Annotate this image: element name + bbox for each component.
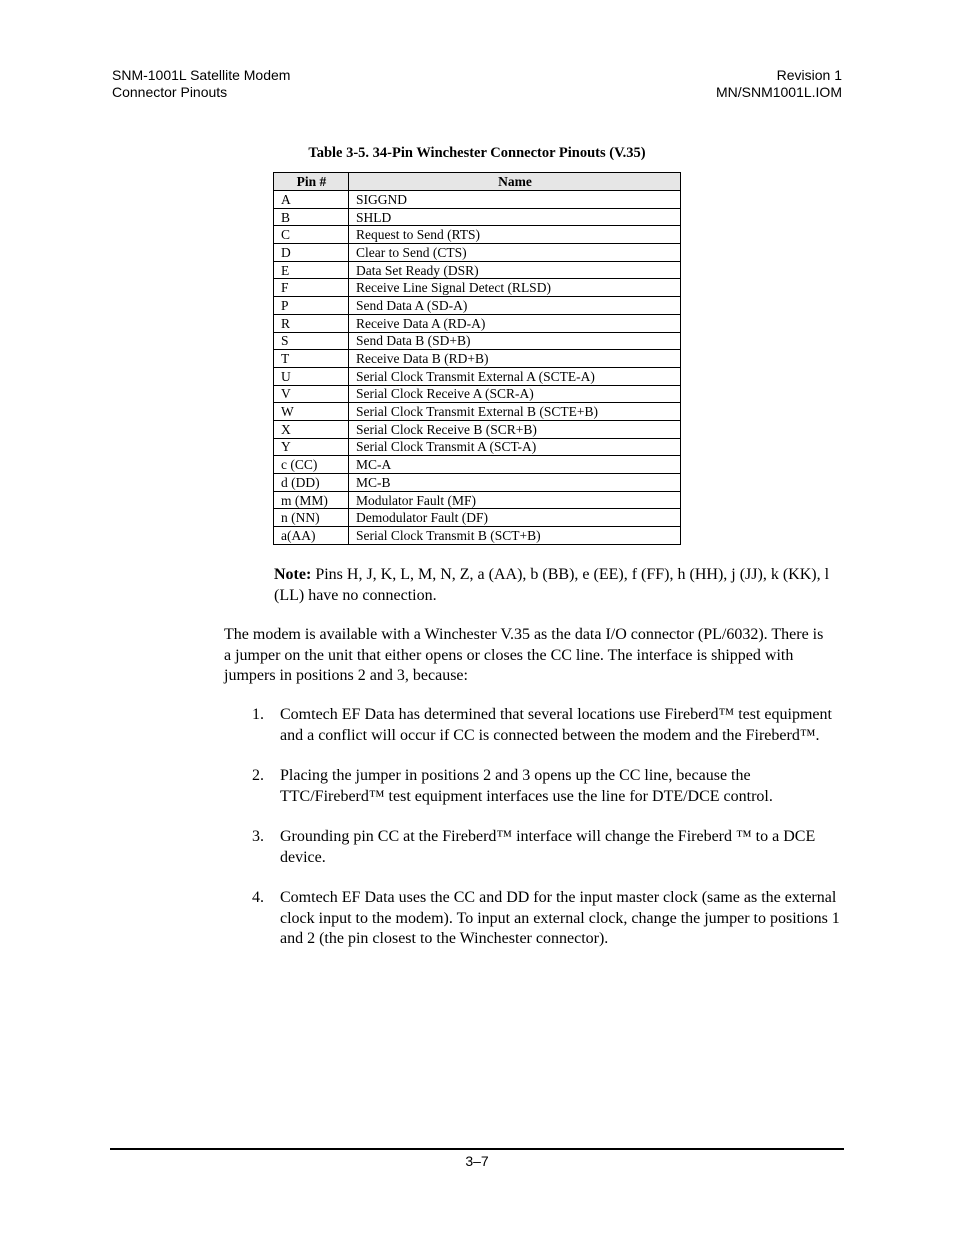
list-item	[250, 827, 840, 868]
pin-cell: F	[274, 279, 349, 297]
table-row	[274, 297, 681, 315]
signal-name-cell: MC-B	[349, 474, 681, 492]
pin-cell: D	[274, 244, 349, 262]
section-title: Connector Pinouts	[112, 83, 228, 100]
signal-name-cell: Serial Clock Transmit External A (SCTE-A)	[349, 367, 681, 385]
revision-label: Revision 1	[776, 67, 842, 83]
signal-name-cell: Serial Clock Transmit A (SCT-A)	[349, 438, 681, 456]
signal-name-cell: Serial Clock Transmit B (SCT+B)	[349, 527, 681, 545]
signal-name-cell: Receive Data B (RD+B)	[349, 350, 681, 368]
pin-cell: n (NN)	[274, 509, 349, 527]
pin-cell: A	[274, 191, 349, 209]
signal-name-cell: Serial Clock Transmit External B (SCTE+B)	[349, 403, 681, 421]
table-row	[274, 438, 681, 456]
list-item	[250, 705, 840, 746]
pin-cell: T	[274, 350, 349, 368]
signal-name-cell: Receive Line Signal Detect (RLSD)	[349, 279, 681, 297]
table-row	[274, 491, 681, 509]
page-header-left	[112, 67, 290, 100]
numbered-list	[250, 705, 840, 970]
pin-cell: W	[274, 403, 349, 421]
pin-cell: B	[274, 208, 349, 226]
signal-name-cell: Demodulator Fault (DF)	[349, 509, 681, 527]
table-row	[274, 403, 681, 421]
pin-cell: U	[274, 367, 349, 385]
page-header-right	[716, 67, 842, 100]
table-row	[274, 509, 681, 527]
list-item-number: 3.	[252, 828, 264, 845]
table-row	[274, 226, 681, 244]
table-row	[274, 332, 681, 350]
table-row	[274, 420, 681, 438]
table-caption: Table 3-5. 34-Pin Winchester Connector Pinouts (V.35)	[308, 145, 646, 161]
pin-cell: C	[274, 226, 349, 244]
signal-name-cell: Serial Clock Receive B (SCR+B)	[349, 420, 681, 438]
table-header-row	[274, 173, 681, 191]
pinout-table	[273, 172, 681, 545]
pin-cell: m (MM)	[274, 491, 349, 509]
list-item	[250, 766, 840, 807]
pin-cell: V	[274, 385, 349, 403]
signal-name-cell: Clear to Send (CTS)	[349, 244, 681, 262]
signal-name-cell: Receive Data A (RD-A)	[349, 314, 681, 332]
signal-name-cell: Modulator Fault (MF)	[349, 491, 681, 509]
list-item-text: Comtech EF Data has determined that several locations use Fireberd™ test equipment and a conflict will occur if CC is connected between the modem and the Fireberd™.	[280, 706, 832, 744]
pin-cell: E	[274, 261, 349, 279]
table-row	[274, 474, 681, 492]
table-row	[274, 191, 681, 209]
table-row	[274, 208, 681, 226]
table-row	[274, 261, 681, 279]
signal-name-cell: SHLD	[349, 208, 681, 226]
list-item-text: Placing the jumper in positions 2 and 3 opens up the CC line, because the TTC/Fireberd™ test equipment interfaces use the line for DTE/DCE control.	[280, 767, 773, 805]
page-number: 3–7	[465, 1153, 489, 1169]
table-row	[274, 456, 681, 474]
pin-cell: c (CC)	[274, 456, 349, 474]
table-row	[274, 527, 681, 545]
pin-cell: X	[274, 420, 349, 438]
note-label: Note:	[274, 566, 312, 583]
document-title: SNM-1001L Satellite Modem	[112, 67, 291, 83]
column-header-pin: Pin #	[274, 173, 349, 191]
table-note	[274, 565, 834, 606]
table-row	[274, 279, 681, 297]
table-body	[274, 191, 681, 545]
pin-cell: d (DD)	[274, 474, 349, 492]
body-paragraph: The modem is available with a Winchester V.35 as the data I/O connector (PL/6032). There is a jumper on the unit that either opens or closes the CC line. The interface is shipped with jumpers in positions 2 and 3, because:	[224, 626, 824, 684]
list-item-text: Grounding pin CC at the Fireberd™ interface will change the Fireberd ™ to a DCE device.	[280, 828, 816, 866]
table-row	[274, 385, 681, 403]
table-row	[274, 314, 681, 332]
pin-cell: P	[274, 297, 349, 315]
signal-name-cell: Send Data B (SD+B)	[349, 332, 681, 350]
list-item-number: 2.	[252, 767, 264, 784]
signal-name-cell: Data Set Ready (DSR)	[349, 261, 681, 279]
table-row	[274, 350, 681, 368]
table-row	[274, 367, 681, 385]
list-item-number: 1.	[252, 706, 264, 723]
footer-rule	[110, 1148, 844, 1150]
list-item	[250, 888, 840, 950]
pin-cell: S	[274, 332, 349, 350]
table-row	[274, 244, 681, 262]
list-item-number: 4.	[252, 889, 264, 906]
pin-cell: a(AA)	[274, 527, 349, 545]
column-header-name: Name	[349, 173, 681, 191]
signal-name-cell: SIGGND	[349, 191, 681, 209]
signal-name-cell: Request to Send (RTS)	[349, 226, 681, 244]
signal-name-cell: MC-A	[349, 456, 681, 474]
signal-name-cell: Serial Clock Receive A (SCR-A)	[349, 385, 681, 403]
list-item-text: Comtech EF Data uses the CC and DD for the input master clock (same as the external clock input to the modem). To input an external clock, change the jumper to positions 1 and 2 (the pin closest to the Winchester connector).	[280, 889, 840, 947]
pin-cell: Y	[274, 438, 349, 456]
note-text: Pins H, J, K, L, M, N, Z, a (AA), b (BB), e (EE), f (FF), h (HH), j (JJ), k (KK), l (LL) have no connection.	[274, 566, 830, 604]
pin-cell: R	[274, 314, 349, 332]
document-number: MN/SNM1001L.IOM	[715, 83, 842, 100]
signal-name-cell: Send Data A (SD-A)	[349, 297, 681, 315]
